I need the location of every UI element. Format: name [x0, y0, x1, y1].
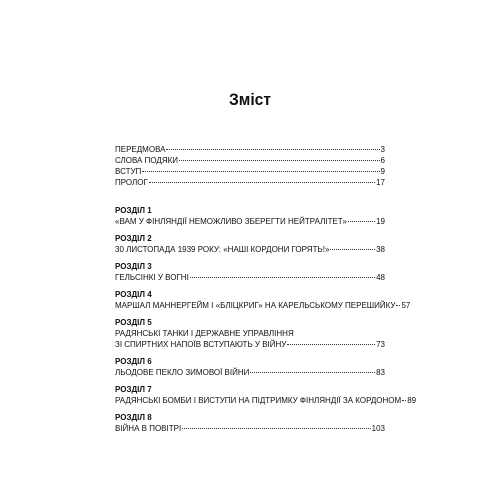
chapter-heading: РОЗДІЛ 6 [115, 357, 152, 366]
page-title: Зміст [228, 90, 272, 109]
chapter-heading: РОЗДІЛ 3 [115, 262, 152, 271]
toc-page-number: 3 [380, 145, 385, 154]
dot-leader [348, 221, 375, 222]
toc-entry-label: 30 ЛИСТОПАДА 1939 РОКУ: «НАШІ КОРДОНИ ГОРЯТЬ!» [115, 245, 330, 254]
chapter-heading: РОЗДІЛ 8 [115, 413, 152, 422]
toc-entry-preface[interactable] [115, 144, 385, 155]
dot-leader [396, 305, 400, 306]
toc-page-number: 17 [376, 178, 385, 187]
toc-entry-label: ПРОЛОГ [115, 178, 148, 187]
toc-entry-chapter-1[interactable] [115, 216, 385, 227]
toc-entry-label: ВІЙНА В ПОВІТРІ [115, 424, 182, 433]
toc-entry-chapter-4[interactable] [115, 300, 411, 311]
dot-leader [166, 149, 379, 150]
toc-entry-label: ГЕЛЬСІНКІ У ВОГНІ [115, 273, 189, 282]
toc-entry-label: ЛЬОДОВЕ ПЕКЛО ЗИМОВОЇ ВІЙНИ [115, 368, 250, 377]
toc-entry-label: СЛОВА ПОДЯКИ [115, 156, 179, 165]
dot-leader [402, 400, 406, 401]
toc-page-number: 57 [401, 301, 411, 310]
toc-page-number: 19 [376, 217, 385, 226]
toc-page-number: 83 [376, 368, 385, 377]
chapter-heading: РОЗДІЛ 1 [115, 206, 152, 215]
dot-leader [149, 182, 375, 183]
dot-leader [179, 160, 380, 161]
toc-entry-chapter-7[interactable] [115, 395, 417, 406]
dot-leader [182, 428, 370, 429]
toc-entry-label: ВСТУП [115, 167, 142, 176]
toc-page-number: 89 [407, 396, 417, 405]
toc-entry-prologue[interactable] [115, 177, 385, 188]
toc-entry-chapter-8[interactable] [115, 423, 385, 434]
table-of-contents [115, 144, 417, 434]
chapter-heading: РОЗДІЛ 2 [115, 234, 152, 243]
chapter-heading: РОЗДІЛ 4 [115, 290, 152, 299]
toc-entry-chapter-2[interactable] [115, 244, 385, 255]
toc-entry-chapter-3[interactable] [115, 272, 385, 283]
toc-entry-introduction[interactable] [115, 166, 385, 177]
toc-entry-label: РАДЯНСЬКІ БОМБИ І ВИСТУПИ НА ПІДТРИМКУ ФІНЛЯНДІЇ ЗА КОРДОНОМ [115, 396, 402, 405]
toc-entry-label: ЗІ СПИРТНИХ НАПОЇВ ВСТУПАЮТЬ У ВІЙНУ [115, 340, 287, 349]
toc-page-number: 48 [376, 273, 385, 282]
chapter-heading: РОЗДІЛ 7 [115, 385, 152, 394]
toc-entry-label-line: РАДЯНСЬКІ ТАНКИ І ДЕРЖАВНЕ УПРАВЛІННЯ [115, 329, 294, 338]
toc-entry-chapter-5[interactable] [115, 339, 385, 350]
dot-leader [190, 277, 375, 278]
toc-page-number: 103 [371, 424, 385, 433]
toc-page-number: 9 [380, 167, 385, 176]
toc-entry-label: «ВАМ У ФІНЛЯНДІЇ НЕМОЖЛИВО ЗБЕРЕГТИ НЕЙТРАЛІТЕТ» [115, 217, 347, 226]
chapter-heading: РОЗДІЛ 5 [115, 318, 152, 327]
toc-entry-chapter-6[interactable] [115, 367, 385, 378]
dot-leader [287, 344, 375, 345]
toc-page-number: 73 [376, 340, 385, 349]
dot-leader [330, 249, 375, 250]
toc-entry-label: ПЕРЕДМОВА [115, 145, 166, 154]
toc-page-number: 6 [380, 156, 385, 165]
toc-entry-acknowledgements[interactable] [115, 155, 385, 166]
dot-leader [250, 372, 375, 373]
dot-leader [142, 171, 379, 172]
toc-entry-label: МАРШАЛ МАННЕРГЕЙМ І «БЛІЦКРИГ» НА КАРЕЛЬСЬКОМУ ПЕРЕШИЙКУ [115, 301, 396, 310]
toc-page-number: 38 [376, 245, 385, 254]
